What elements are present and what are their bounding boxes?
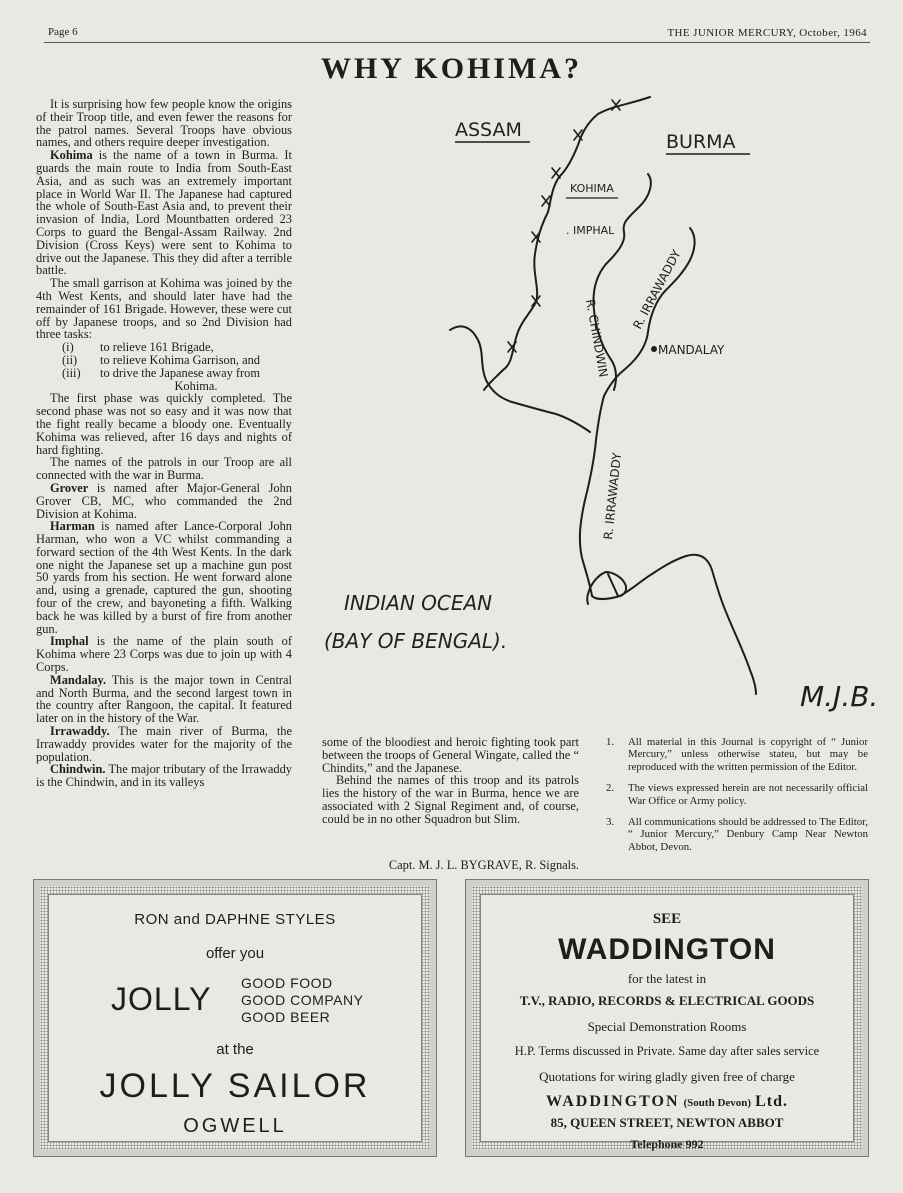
burma-coast xyxy=(620,555,756,694)
advert-goods: T.V., RADIO, RECORDS & ELECTRICAL GOODS xyxy=(519,993,815,1008)
advert-company: WADDINGTON (South Devon) Ltd. xyxy=(546,1093,788,1110)
author-signature: Capt. M. J. L. BYGRAVE, R. Signals. xyxy=(388,858,579,872)
history-paragraph: Behind the names of this troop and its patrols lies the history of the war in Burma, hence we are associated with 2 Signal Regiment and, of course, could be in no other Squadron but Slim. xyxy=(322,773,579,826)
map-label-irrawaddy-upper: R. IRRAWADDY xyxy=(630,247,684,332)
advert-venue: JOLLY SAILOR xyxy=(99,1067,371,1105)
task-item: (ii) to relieve Kohima Garrison, and xyxy=(62,352,260,367)
artist-initials: M.J.B. xyxy=(800,680,879,713)
chindits-paragraph: some of the bloodiest and heroic fighting took part between the troops of General Wingate, called the “ Chindits,” and the Japanese. xyxy=(322,735,579,775)
advert-terms: H.P. Terms discussed in Private. Same day after sales service xyxy=(514,1044,820,1058)
advert-address: 85, QUEEN STREET, NEWTON ABBOT xyxy=(550,1115,784,1130)
advert-jolly-sailor xyxy=(34,880,436,1156)
note-item: 1. All material in this Journal is copyright of “ Junior Mercury,” unless otherwise stateu, but may be reproduced with the written permission of the Editor. xyxy=(606,736,868,773)
garrison-paragraph: The small garrison at Kohima was joined by the 4th West Kents, and should later have had the remainder of 161 Brigade. However, these were cut off by Japanese troops, and so 2nd Division had three tasks: xyxy=(36,276,292,342)
irrawaddy-delta xyxy=(587,572,626,604)
note-item: 2. The views expressed herein are not necessarily official War Office or Army policy. xyxy=(606,782,868,807)
map-label-chindwin: R. CHINDWIN xyxy=(583,298,611,379)
advert-latest: for the latest in xyxy=(627,971,707,986)
article-column-2 xyxy=(322,736,579,826)
map-label-bay: (BAY OF BENGAL). xyxy=(324,629,508,653)
advert-at: at the xyxy=(216,1041,254,1058)
task-item-continuation: Kohima. xyxy=(174,378,218,393)
copyright-notes xyxy=(606,736,868,862)
advert-see: SEE xyxy=(652,911,682,927)
advert-rooms: Special Demonstration Rooms xyxy=(587,1019,747,1034)
map-label-mandalay: MANDALAY xyxy=(658,343,725,357)
advert-phone: Telephone 992 xyxy=(630,1137,704,1151)
offer-item: GOOD FOOD xyxy=(241,975,333,991)
mandalay-paragraph: Mandalay. This is the major town in Central and North Burma, and the second largest town in the country after Rangoon, the capital. It featured later on in the history of the War. xyxy=(36,672,292,726)
kohima-term: Kohima xyxy=(50,148,93,163)
advert-name: WADDINGTON xyxy=(558,933,776,966)
article-title: WHY KOHIMA? xyxy=(320,52,583,85)
harman-paragraph: Harman is named after Lance-Corporal John Harman, who won a VC whilst commanding a forward section of the 4th West Kents. In the dark one night the Japanese set up a machine gun post 50 yards from his section. He went forward alone and, using a grenade, captured the gun, shooting four of the crew, and bayoneting a fifth. Walking back he was killed by a burst of fire from another gun. xyxy=(36,519,292,636)
burma-map xyxy=(300,90,780,710)
advert-place: OGWELL xyxy=(183,1115,287,1137)
map-label-kohima: KOHIMA xyxy=(570,182,614,195)
offer-item: GOOD BEER xyxy=(241,1009,331,1025)
india-coast xyxy=(450,326,590,432)
advert-quotes: Quotations for wiring gladly given free of charge xyxy=(539,1069,795,1084)
article-column-1 xyxy=(36,98,292,789)
task-item: (i) to relieve 161 Brigade, xyxy=(62,340,214,355)
map-label-irrawaddy-lower: R. IRRAWADDY xyxy=(601,451,625,541)
advert-proprietors: RON and DAPHNE STYLES xyxy=(134,911,336,928)
irrawaddy-paragraph: Irrawaddy. The main river of Burma, the Irrawaddy provides water for the majority of the population. xyxy=(36,724,292,764)
advert-waddington xyxy=(466,880,868,1156)
kohima-paragraph: Kohima is the name of a town in Burma. It guards the main route to India from South-East Asia, and as such was an extremely important place in World War II. The Japanese had captured the whole of South-East Asia and, to prevent their invasion of India, Lord Mountbatten ordered 23 Corps to guard the Bengal-Assam Railway. 2nd Division (Cross Keys) were sent to Kohima to drive out the Japanese. This they did after a terrible battle. xyxy=(36,148,292,278)
map-label-burma: BURMA xyxy=(666,131,736,153)
task-item: (iii) to drive the Japanese away from xyxy=(62,365,260,380)
advert-brand: JOLLY xyxy=(111,981,212,1017)
offer-item: GOOD COMPANY xyxy=(241,992,364,1008)
advert-offer: offer you xyxy=(205,945,265,962)
note-item: 3. All communications should be addressed to The Editor, “ Junior Mercury,” Denbury Camp Near Newton Abbot, Devon. xyxy=(606,816,868,853)
page-number: Page 6 xyxy=(48,26,78,38)
grover-paragraph: Grover is named after Major-General John Grover CB, MC, who commanded the 2nd Division at Kohima. xyxy=(36,480,292,521)
publication-header: THE JUNIOR MERCURY, October, 1964 xyxy=(667,27,867,39)
intro-paragraph: It is surprising how few people know the origins of their Troop title, and even fewer the reasons for the patrol names. Several Troops have obvious names, and others require deeper investigation. xyxy=(36,97,292,150)
patrols-paragraph: The names of the patrols in our Troop are all connected with the war in Burma. xyxy=(36,455,292,483)
imphal-paragraph: Imphal is the name of the plain south of Kohima where 23 Corps was due to join up with 4 Corps. xyxy=(36,634,292,675)
chindwin-paragraph: Chindwin. The major tributary of the Irrawaddy is the Chindwin, and in its valleys xyxy=(36,762,292,790)
phase-paragraph: The first phase was quickly completed. The second phase was not so easy and it was now that the fight really became a bloody one. Eventually Kohima was relieved, after 16 days and nights of hard fighting. xyxy=(36,391,292,457)
irrawaddy-lower xyxy=(580,396,604,596)
map-label-assam: ASSAM xyxy=(455,119,522,141)
advert-offer-list xyxy=(241,975,363,1026)
map-label-ocean: INDIAN OCEAN xyxy=(344,591,493,615)
mandalay-marker xyxy=(651,346,657,352)
header-rule xyxy=(44,42,870,43)
map-label-imphal: . IMPHAL xyxy=(566,224,615,237)
